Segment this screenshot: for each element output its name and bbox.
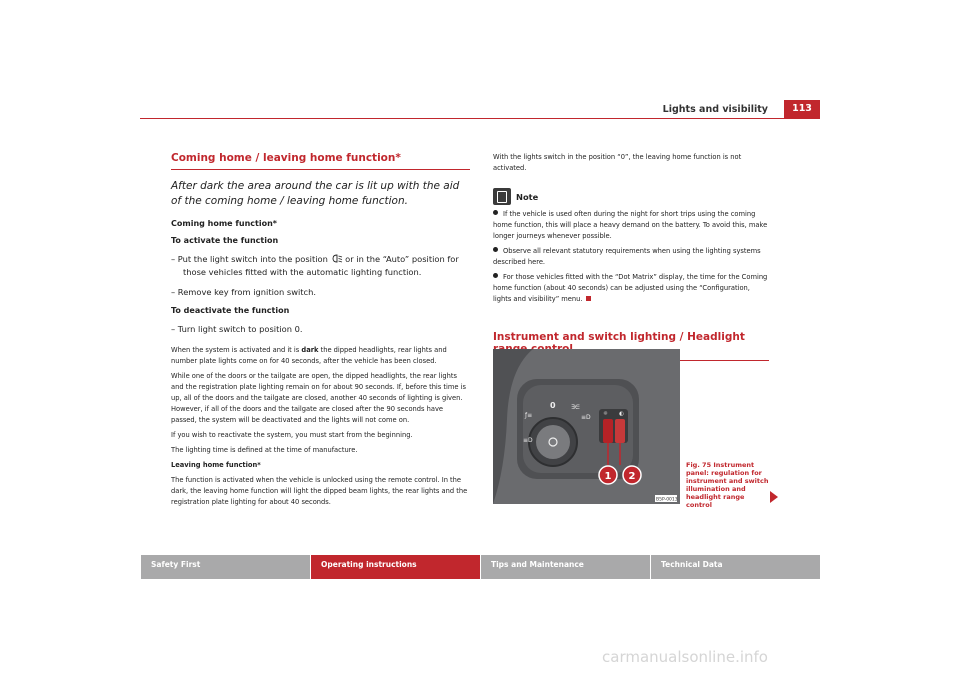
paragraph-2: While one of the doors or the tailgate are open, the dipped headlights, the rear lights and the registration plate lighting remain on for about 90 seconds. If, before this time is up, all of the doors and the tailgate are closed, another 40 seconds of lighting is given. However, if all of the doors and the tailgate are closed after the 90 seconds have passed, the system will be deactivated and the lights will not come on.	[171, 372, 466, 424]
note-bullet-2	[493, 246, 769, 268]
note-bullet-3-text: For those vehicles fitted with the “Dot Matrix” display, the time for the Coming home function (about 40 seconds) can be adjusted using the “Configuration, lights and visibility” menu.	[493, 273, 768, 303]
next-page-arrow-icon[interactable]	[770, 491, 778, 503]
footer-tabs	[140, 555, 820, 579]
paragraph-3: If you wish to reactivate the system, you must start from the beginning.	[171, 431, 413, 439]
dimmer-icon: ☼	[603, 411, 608, 417]
watermark: carmanualsonline.info	[602, 648, 768, 666]
coming-home-heading: Coming home function*	[171, 219, 277, 228]
activate-step-1-post: or in the “Auto” position for those vehicles fitted with the automatic lighting function.	[183, 254, 459, 277]
range-icon: ◐	[619, 411, 624, 417]
activate-step-2-text: Remove key from ignition switch.	[177, 287, 316, 297]
leaving-home-heading: Leaving home function*	[171, 461, 261, 469]
header-rule	[140, 118, 820, 119]
left-column	[171, 152, 470, 512]
section-title: Coming home / leaving home function*	[171, 152, 470, 170]
activate-heading: To activate the function	[171, 236, 279, 245]
p1-bold: dark	[301, 346, 319, 354]
footer-tab-operating-instructions[interactable]: Operating instructions	[310, 555, 480, 579]
callout-2: 2	[628, 471, 636, 482]
paragraph-1	[171, 345, 470, 367]
callout-1: 1	[604, 471, 612, 482]
deactivate-step-1-text: Turn light switch to position 0.	[177, 324, 303, 334]
footer-tab-safety-first[interactable]: Safety First	[140, 555, 310, 579]
fog-light-icon: ƒ≡	[525, 412, 533, 419]
note-header	[493, 188, 769, 205]
instrument-panel-figure	[493, 349, 680, 504]
instrument-panel-illustration	[493, 349, 680, 504]
footer-tab-technical-data[interactable]: Technical Data	[650, 555, 820, 579]
figure-code: B5P-0013	[656, 497, 678, 503]
note-bullet-1-text: If the vehicle is used often during the night for short trips using the coming home function, this will place a heavy demand on the battery. To avoid this, make longer journeys whenever possible.	[493, 210, 768, 240]
end-of-section-icon	[586, 296, 591, 301]
figure-caption: Fig. 75 Instrument panel: regulation for instrument and switch illumination and headlight range control	[686, 461, 769, 509]
deactivate-heading: To deactivate the function	[171, 306, 290, 315]
page-number-badge: 113	[784, 100, 820, 118]
activate-step-1: – Put the light switch into the position or in the “Auto” position for those vehicles fitted with the automatic lighting function.	[171, 254, 459, 277]
p1-post: the dipped headlights, rear lights and number plate lights come on for 40 seconds, after the vehicle has been closed.	[171, 346, 447, 365]
dipped-beam-icon	[331, 254, 343, 263]
activate-step-1-pre: Put the light switch into the position	[177, 254, 331, 264]
bullet-icon	[493, 210, 498, 215]
note-bullet-2-text: Observe all relevant statutory requirements when using the lighting systems described here.	[493, 247, 761, 266]
note-bullet-3	[493, 272, 769, 305]
header-title: Lights and visibility	[662, 104, 768, 115]
headlight-icon: ≡D	[581, 414, 591, 421]
parking-light-icon: ∃∈	[571, 404, 581, 411]
note-label: Note	[516, 191, 539, 202]
activate-step-2: – Remove key from ignition switch.	[171, 287, 316, 297]
right-column	[493, 152, 769, 361]
p1-pre: When the system is activated and it is	[171, 346, 302, 354]
section-lead: After dark the area around the car is lit up with the aid of the coming home / leaving home function.	[171, 180, 460, 207]
rear-fog-icon: ≡D	[523, 437, 533, 444]
paragraph-5: The function is activated when the vehicle is unlocked using the remote control. In the dark, the leaving home function will light the dipped beam lights, the rear lights and the registration plate lighting for about 40 seconds.	[171, 476, 468, 506]
section-2-title: Instrument and switch lighting / Headlight	[493, 331, 769, 361]
bullet-icon	[493, 273, 498, 278]
right-intro: With the lights switch in the position “0”, the leaving home function is not activated.	[493, 153, 742, 172]
note-bullet-1	[493, 209, 769, 242]
bullet-icon	[493, 247, 498, 252]
footer-tab-tips-and-maintenance[interactable]: Tips and Maintenance	[480, 555, 650, 579]
deactivate-step-1: – Turn light switch to position 0.	[171, 324, 303, 334]
paragraph-4: The lighting time is defined at the time of manufacture.	[171, 446, 358, 454]
note-icon	[493, 188, 511, 205]
switch-position-zero: 0	[550, 401, 556, 410]
